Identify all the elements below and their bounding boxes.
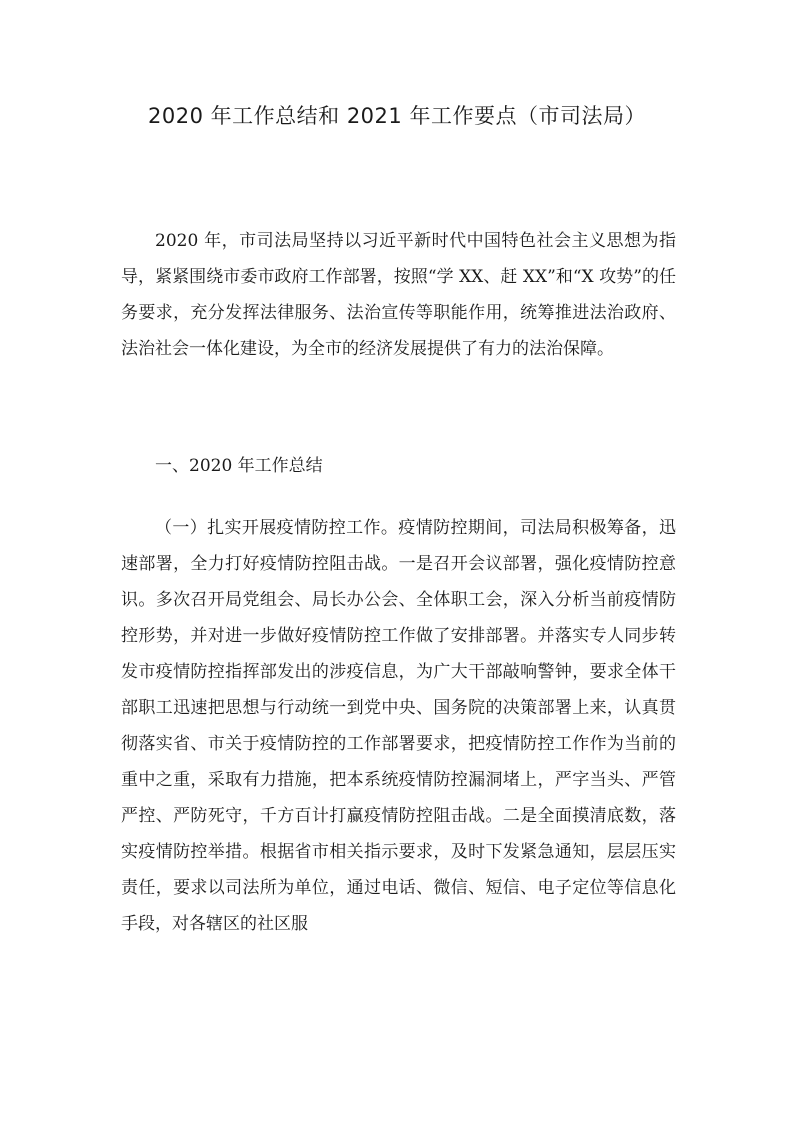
section-block (121, 510, 676, 942)
section-paragraph: （一）扎实开展疫情防控工作。疫情防控期间，司法局积极筹备，迅速部署，全力打好疫情防控阻击战。一是召开会议部署，强化疫情防控意识。多次召开局党组会、局长办公会、全体职工会，深入分析当前疫情防控形势，并对进一步做好疫情防控工作做了安排部署。并落实专人同步转发市疫情防控指挥部发出的涉疫信息，为广大干部敲响警钟，要求全体干部职工迅速把思想与行动统一到党中央、国务院的决策部署上来，认真贯彻落实省、市关于疫情防控的工作部署要求，把疫情防控工作作为当前的重中之重，采取有力措施，把本系统疫情防控漏洞堵上，严字当头、严管严控、严防死守，千方百计打赢疫情防控阻击战。二是全面摸清底数，落实疫情防控举措。根据省市相关指示要求，及时下发紧急通知，层层压实责任，要求以司法所为单位，通过电话、微信、短信、电子定位等信息化手段，对各辖区的社区服 (121, 518, 676, 934)
intro-block (121, 223, 676, 367)
intro-paragraph: 2020 年，市司法局坚持以习近平新时代中国特色社会主义思想为指导，紧紧围绕市委市政府工作部署，按照“学 XX、赶 XX”和“X 攻势”的任务要求，充分发挥法律服务、法治宣传等职能作用，统筹推进法治政府、法治社会一体化建设，为全市的经济发展提供了有力的法治保障。 (121, 231, 676, 359)
section-heading: 一、2020 年工作总结 (155, 456, 323, 476)
document-title: 2020 年工作总结和 2021 年工作要点（市司法局） (148, 104, 646, 128)
